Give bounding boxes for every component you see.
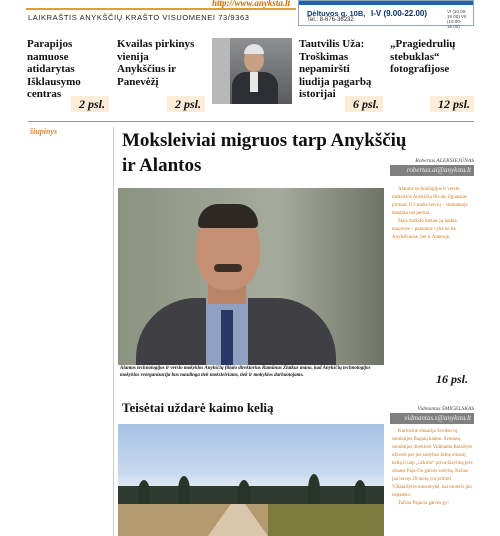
headline-line: Moksleiviai migruos tarp Anykščių (122, 130, 407, 151)
teaser-line: liudija pagarbą (299, 75, 372, 88)
teaser-line: vienija (117, 50, 149, 63)
ad-top-bar (299, 1, 473, 5)
photo-caption: Alantos technologijos ir verslo mokyklos Anykščių filialo direktorius Ramūnas Zlatkus mano, kad Anykščių technologijos mokyklos reorganizacija bus naudinga tiek moksleiviams, tiek ir mokyklos darbuotojams. (120, 366, 371, 378)
teaser-2[interactable] (117, 38, 205, 111)
article-lead (392, 186, 474, 242)
article2-author-email[interactable]: vidmantas.s@anyksta.lt (390, 413, 474, 424)
teaser-line: Anykščius ir (117, 63, 176, 75)
lead-paragraph: Šiais mokslo metais jų laukia naujovės – pamokos vyks ne tik Anykščiuose, bet ir Alantoje. (392, 219, 457, 240)
teaser-line: centras (27, 88, 62, 100)
teaser-page: 6 psl. (345, 96, 383, 112)
teaser-line: Parapijos (27, 38, 73, 50)
teaser-page: 2 psl. (71, 96, 109, 112)
teaser-line: istorijai (299, 88, 336, 100)
section-label: šiupinys (30, 127, 58, 136)
article-page-ref[interactable]: 16 psl. (436, 372, 469, 386)
director-portrait-photo (118, 188, 384, 365)
ad-hours: I-V (9.00-22.00) (371, 9, 428, 18)
teaser-line: Tautvilis Uža: (299, 38, 365, 50)
website-url[interactable]: http://www.anyksta.lt (212, 0, 291, 8)
teaser-1[interactable] (27, 38, 109, 111)
section-divider (28, 121, 474, 122)
article2-lead (392, 428, 474, 508)
article2-author: Vidmantas ŠMIGELSKAS (417, 406, 474, 412)
teaser-line: namuose (27, 50, 69, 63)
lead-paragraph: Kuriozinė situacija Svedsu-ių seniūnijos Bagaių kaime. Svėdasų seniūnijos direktorė Vidmanta Balaišytė užvertė per jos sodybos žemę einantį kelią ir taip „užkirto“ priva-žiavimą prie sūnaus Paja-čio gatvės sodybą. Kelias jau buvęs 20 metų yra priimti V.Balaišytės nuosavybė, kai moteris juo nepateko. (392, 429, 473, 498)
teaser-line: „Pragiedrulių (390, 38, 456, 50)
teaser-line: Troškimas (299, 50, 349, 63)
article-author: Robertas ALEKSIEJŪNAS (415, 158, 474, 164)
teaser-line: Panevėžį (117, 75, 159, 88)
teaser-line: Kvailas pirkinys (117, 38, 195, 50)
ad-address: Dėltuvos g. 10B, (307, 9, 366, 18)
teaser-page: 12 psl. (430, 96, 474, 112)
teaser-line: stebuklas“ (390, 50, 440, 63)
teaser-line: atidarytas (27, 63, 75, 75)
lead-paragraph: Tačiau Pajacio gatvės gy- (398, 501, 450, 506)
masthead-tagline: LAIKRAŠTIS ANYKŠČIŲ KRAŠTO VISUOMENEI 73/9363 (28, 13, 250, 22)
teaser-line: fotografijose (390, 63, 450, 75)
ad-weekend-hours: VI (10.00-18.00) VII (10.00-16.00) (447, 9, 467, 29)
teaser-3[interactable] (299, 38, 383, 111)
column-divider (113, 127, 114, 536)
teaser-page: 2 psl. (167, 96, 205, 112)
teaser-line: Išklausymo (27, 75, 81, 88)
article2-headline[interactable]: Teisėtai uždarė kaimo kelią (122, 400, 274, 415)
lead-paragraph: Alantos technologijos ir verslo mokyklos Anykščių fili-alo ilgiausias pirmais 113 moks-leivių – stomatuoja dangiau nei pernai. (392, 187, 468, 216)
advertisement[interactable] (298, 0, 474, 29)
headline-line: ir Alantos (122, 155, 202, 176)
masthead-rule (26, 8, 296, 10)
teaser-4[interactable] (390, 38, 474, 111)
ad-phone: Tel.: 8-676-36232 (307, 17, 354, 23)
article-author-email[interactable]: robertas.ai@anyksta.lt (390, 165, 474, 176)
teaser-portrait-photo (212, 38, 292, 104)
teaser-line: nepamiršti (299, 63, 350, 75)
village-road-photo (118, 424, 384, 536)
